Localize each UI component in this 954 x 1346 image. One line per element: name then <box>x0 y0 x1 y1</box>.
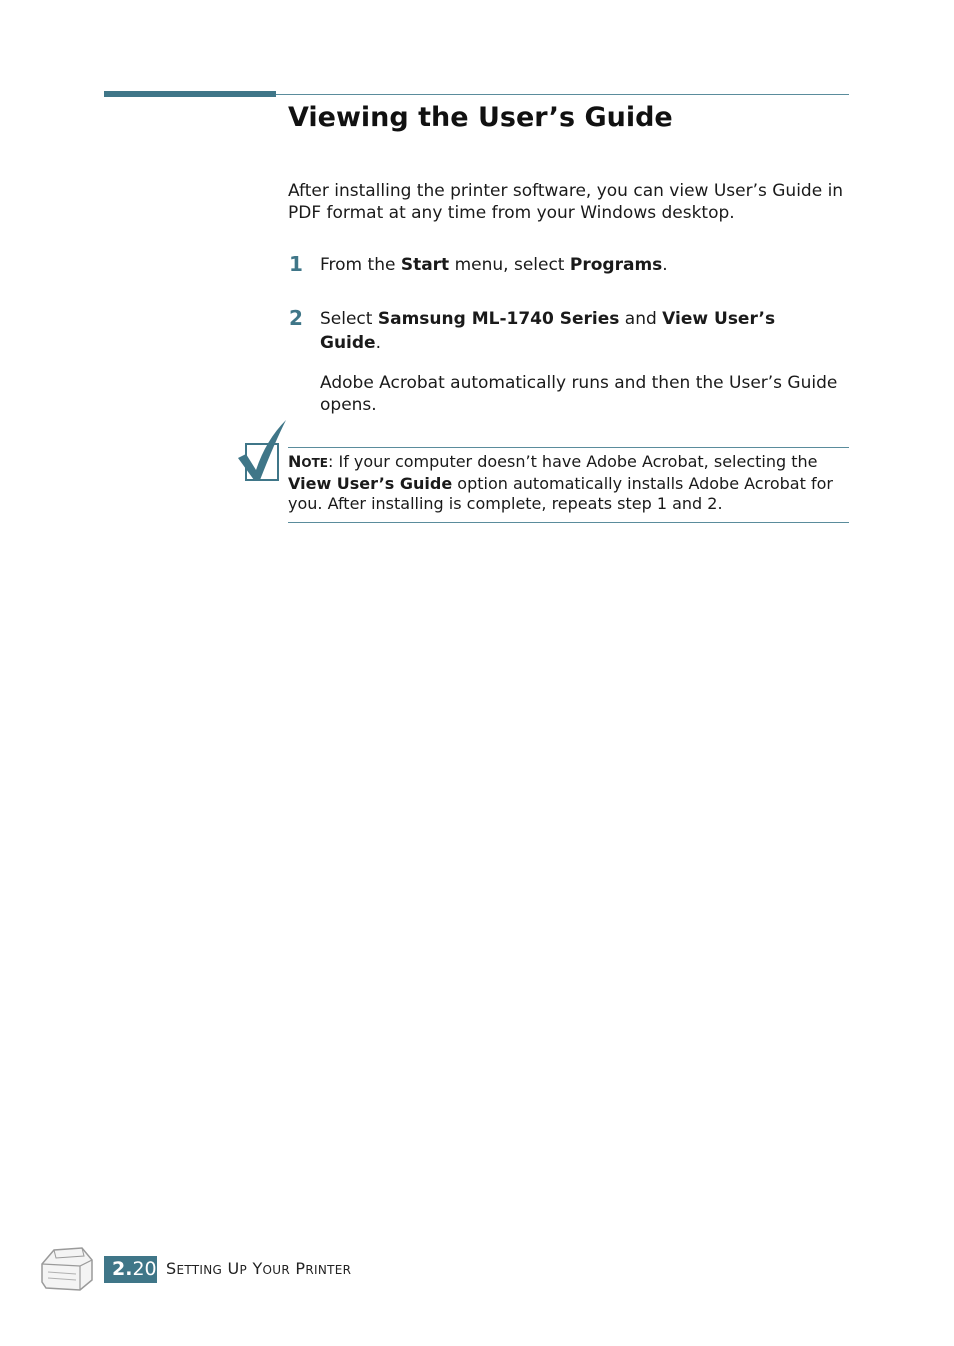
footer-page-number: 2.20 <box>112 1258 157 1280</box>
step-1-number: 1 <box>289 252 303 276</box>
printer-icon <box>38 1244 96 1292</box>
note-rule-bottom <box>288 522 849 523</box>
step-2-number: 2 <box>289 306 303 330</box>
note-rule-top <box>288 447 849 448</box>
footer-section-title: SETTING UP YOUR PRINTER <box>166 1259 352 1278</box>
step-2-result: Adobe Acrobat automatically runs and then the User’s Guide opens. <box>320 373 838 415</box>
intro-paragraph: After installing the printer software, you can view User’s Guide in PDF format at any time from your Windows desktop. <box>288 181 844 223</box>
step-1-text: From the Start menu, select Programs. <box>320 255 668 275</box>
heading-rule <box>276 94 849 95</box>
step-2-text: Select Samsung ML-1740 Series and View User’s Guide. <box>320 309 776 353</box>
footer-page-number-box <box>104 1256 157 1283</box>
heading-rule-accent <box>104 91 276 97</box>
note-checkmark-icon <box>236 418 288 484</box>
page-title: Viewing the User’s Guide <box>288 102 673 133</box>
note-text: NOTE: If your computer doesn’t have Adobe Acrobat, selecting the View User’s Guide option automatically installs Adobe Acrobat for you. After installing is complete, repeats step 1 and 2. <box>288 452 833 513</box>
note-label: NOTE <box>288 452 328 471</box>
